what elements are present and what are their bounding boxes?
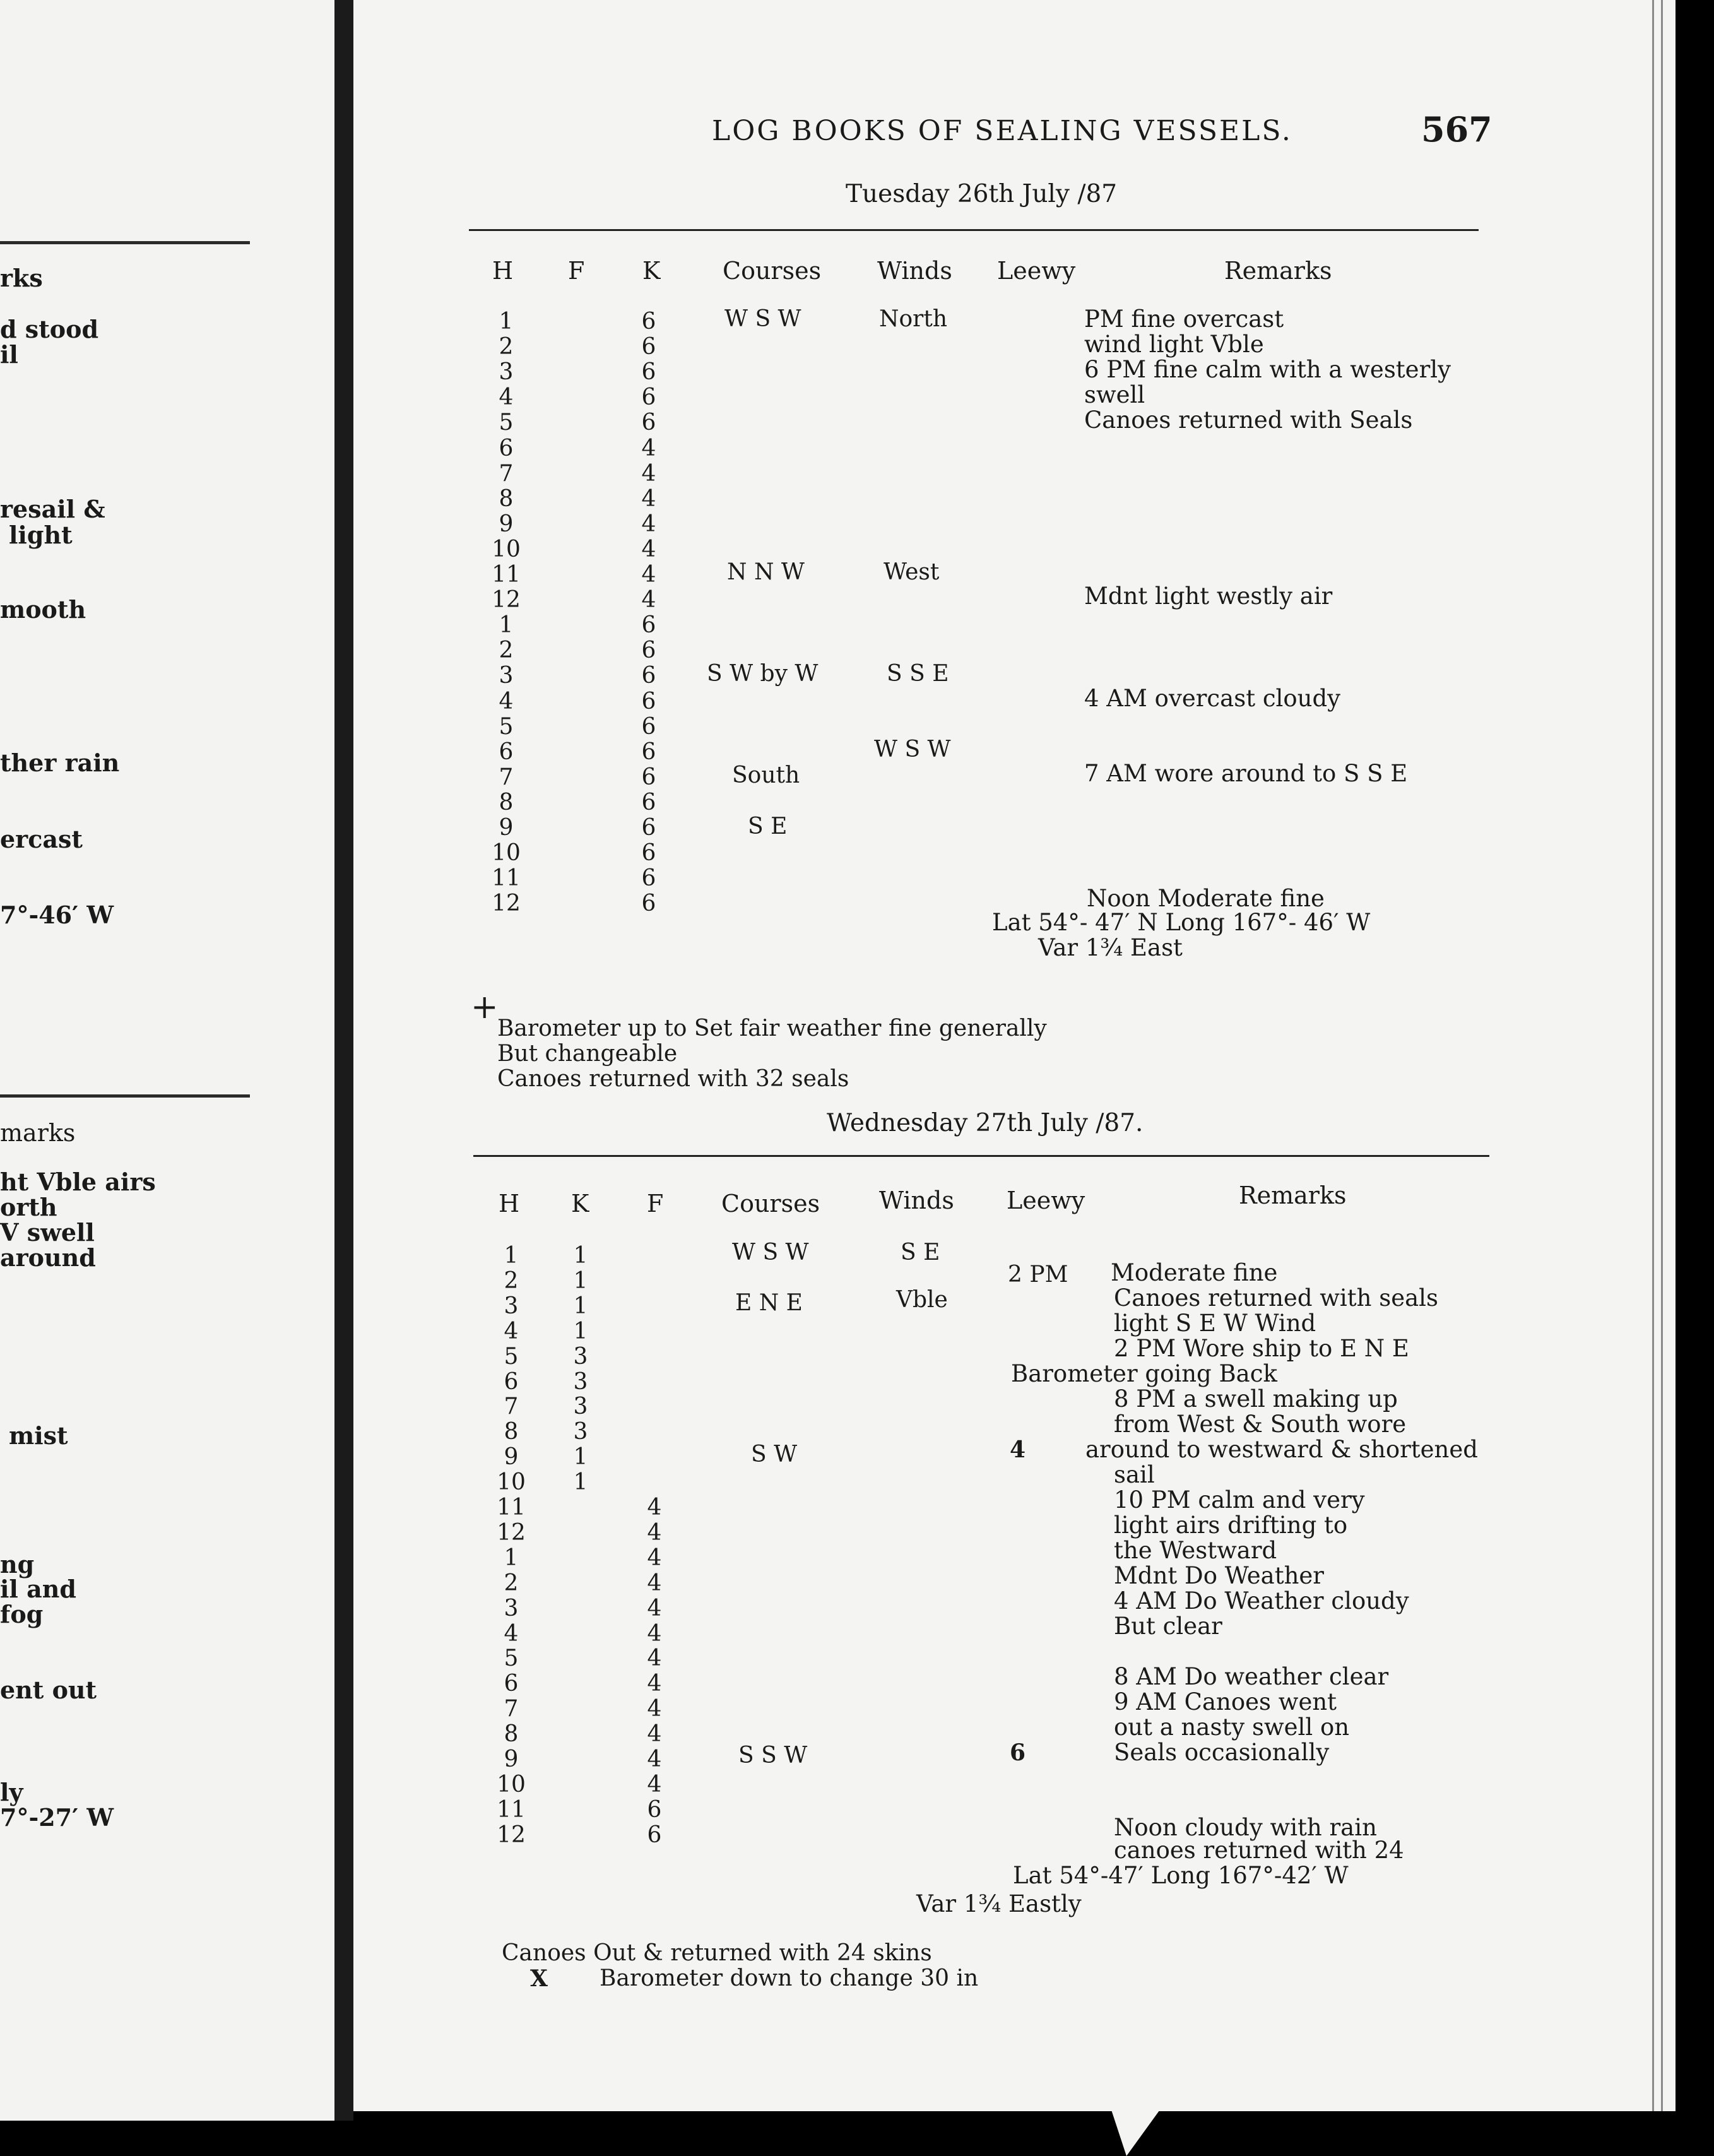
- hour-cell: 10: [497, 1771, 526, 1798]
- knots-cell: 3: [573, 1394, 588, 1420]
- hour-cell: 9: [504, 1746, 519, 1772]
- remark-line: light airs drifting to: [1114, 1512, 1348, 1539]
- remark-line: But clear: [1114, 1613, 1222, 1640]
- hour-cell: 6: [499, 435, 514, 461]
- remark-line: from West & South wore: [1114, 1411, 1407, 1438]
- hour-cell: 1: [499, 309, 514, 335]
- knots-cell: 6: [641, 663, 656, 689]
- column-header: K: [642, 257, 661, 285]
- note-line: Barometer up to Set fair weather fine generally: [497, 1016, 1047, 1041]
- note-line: But changeable: [497, 1041, 678, 1067]
- hour-cell: 7: [504, 1394, 519, 1420]
- remark-line: Mdnt light westly air: [1084, 583, 1333, 610]
- hour-cell: 10: [492, 840, 521, 867]
- remark-line: Noon Moderate fine: [1087, 885, 1325, 912]
- remark-line: Barometer going Back: [1011, 1360, 1277, 1387]
- remark-line: Seals occasionally: [1114, 1739, 1330, 1766]
- left-text: ercast: [0, 825, 83, 853]
- fathoms-cell: 4: [647, 1696, 662, 1722]
- knots-cell: 4: [641, 562, 656, 588]
- left-text: mooth: [0, 595, 86, 624]
- hour-cell: 2: [499, 637, 514, 664]
- column-header: Leewy: [1007, 1187, 1085, 1214]
- knots-cell: 4: [641, 511, 656, 537]
- wind-entry: North: [879, 306, 948, 332]
- course-entry: E N E: [735, 1290, 803, 1316]
- left-text: ther rain: [0, 749, 120, 777]
- knots-cell: 4: [641, 485, 656, 512]
- course-entry: S S W: [738, 1743, 808, 1768]
- knots-cell: 6: [641, 891, 656, 917]
- remark-line: 8 PM a swell making up: [1114, 1385, 1398, 1413]
- column-header: Winds: [877, 257, 952, 285]
- hour-cell: 3: [499, 359, 514, 386]
- left-text: ly: [0, 1778, 23, 1806]
- remark-line: Noon cloudy with rain: [1114, 1814, 1377, 1841]
- page-edge-line: [1652, 0, 1654, 2111]
- course-entry: S W: [751, 1442, 798, 1467]
- running-head: LOG BOOKS OF SEALING VESSELS.: [712, 115, 1292, 147]
- hour-cell: 9: [504, 1444, 519, 1471]
- left-text: il: [0, 340, 18, 369]
- column-header: Courses: [723, 257, 822, 285]
- left-text: ent out: [0, 1676, 97, 1704]
- left-text: resail &: [0, 495, 105, 523]
- hour-cell: 5: [499, 410, 514, 436]
- table-rule: [469, 229, 1479, 231]
- wind-entry: Vble: [896, 1287, 948, 1313]
- hour-cell: 3: [504, 1595, 519, 1621]
- wind-entry: S S E: [887, 661, 949, 687]
- knots-cell: 6: [641, 688, 656, 714]
- course-entry: W S W: [724, 306, 801, 332]
- hour-cell: 7: [504, 1696, 519, 1722]
- hour-cell: 3: [499, 663, 514, 689]
- hour-cell: 12: [497, 1519, 526, 1546]
- column-header: Courses: [721, 1190, 820, 1217]
- column-header: Leewy: [997, 257, 1076, 285]
- knots-cell: 6: [641, 612, 656, 639]
- knots-cell: 1: [573, 1243, 588, 1269]
- remark-line: 6 PM fine calm with a westerly: [1084, 356, 1451, 383]
- fathoms-cell: 4: [647, 1570, 662, 1596]
- knots-cell: 6: [641, 359, 656, 386]
- course-entry: South: [732, 762, 800, 788]
- remark-line: canoes returned with 24: [1114, 1837, 1404, 1864]
- book-gutter: [334, 0, 353, 2121]
- course-entry: S W by W: [707, 661, 819, 687]
- knots-cell: 1: [573, 1267, 588, 1294]
- hour-cell: 9: [499, 815, 514, 841]
- hour-cell: 8: [504, 1419, 519, 1445]
- column-header: K: [571, 1190, 589, 1217]
- knots-cell: 6: [641, 738, 656, 765]
- hour-cell: 4: [504, 1620, 519, 1647]
- paper-fold: [1111, 2108, 1161, 2156]
- left-rule-top: [0, 241, 250, 244]
- left-text: marks: [0, 1119, 76, 1147]
- hour-cell: 1: [499, 612, 514, 639]
- hour-cell: 8: [504, 1721, 519, 1748]
- course-entry: S E: [748, 814, 788, 839]
- knots-cell: 6: [641, 865, 656, 892]
- left-text: ht Vble airs: [0, 1168, 156, 1196]
- left-text: rks: [0, 264, 43, 292]
- hour-cell: 11: [497, 1495, 526, 1520]
- left-text: light: [9, 521, 73, 549]
- remark-line: 10 PM calm and very: [1114, 1486, 1365, 1513]
- fathoms-cell: 4: [647, 1595, 662, 1621]
- column-header: H: [492, 257, 514, 285]
- hour-cell: 10: [497, 1469, 526, 1496]
- column-header: H: [499, 1190, 520, 1217]
- noon-position: Lat 54°- 47′ N Long 167°- 46′ W: [992, 909, 1371, 936]
- hour-cell: 1: [504, 1243, 519, 1269]
- column-header: Winds: [879, 1187, 954, 1214]
- fathoms-cell: 4: [647, 1721, 662, 1748]
- knots-cell: 6: [641, 384, 656, 411]
- hour-cell: 4: [499, 688, 514, 714]
- page-number: 567: [1421, 109, 1492, 150]
- hour-cell: 2: [499, 334, 514, 360]
- knots-cell: 6: [641, 713, 656, 740]
- remark-line: wind light Vble: [1084, 331, 1264, 358]
- remark-line: 8 AM Do weather clear: [1114, 1663, 1389, 1690]
- left-rule-middle: [0, 1094, 250, 1098]
- hour-cell: 4: [499, 384, 514, 411]
- variation: Var 1¾ East: [1038, 934, 1183, 961]
- fathoms-cell: 4: [647, 1746, 662, 1772]
- left-text: il and: [0, 1575, 76, 1603]
- remark-line: 7 AM wore around to S S E: [1084, 760, 1408, 787]
- wind-entry: West: [884, 559, 940, 585]
- leeway-entry: 4: [1010, 1436, 1026, 1463]
- hour-cell: 4: [504, 1318, 519, 1344]
- remark-line: 9 AM Canoes went: [1114, 1688, 1337, 1715]
- knots-cell: 1: [573, 1469, 588, 1496]
- remark-line: 2 PM Wore ship to E N E: [1114, 1335, 1409, 1362]
- knots-cell: 4: [641, 435, 656, 461]
- hour-cell: 8: [499, 789, 514, 815]
- hour-cell: 10: [492, 536, 521, 562]
- log-date: Tuesday 26th July /87: [846, 180, 1118, 208]
- knots-cell: 6: [641, 789, 656, 815]
- fathoms-cell: 6: [647, 1821, 662, 1848]
- fathoms-cell: 6: [647, 1796, 662, 1823]
- hour-cell: 6: [504, 1368, 519, 1395]
- hour-cell: 6: [504, 1671, 519, 1697]
- knots-cell: 6: [641, 840, 656, 867]
- hour-cell: 1: [504, 1544, 519, 1571]
- left-text: around: [0, 1243, 96, 1272]
- knots-cell: 6: [641, 815, 656, 841]
- hour-cell: 11: [497, 1796, 526, 1823]
- page-edge: [1676, 0, 1714, 2156]
- hour-cell: 5: [499, 713, 514, 740]
- hour-cell: 11: [492, 562, 521, 588]
- remark-line: 4 AM overcast cloudy: [1084, 685, 1341, 712]
- remark-line: around to westward & shortened: [1085, 1436, 1478, 1463]
- hour-cell: 3: [504, 1293, 519, 1319]
- left-text: orth: [0, 1193, 57, 1221]
- variation: Var 1¾ Eastly: [916, 1890, 1082, 1917]
- remark-line: the Westward: [1114, 1537, 1277, 1564]
- course-entry: W S W: [732, 1240, 809, 1265]
- fathoms-cell: 4: [647, 1671, 662, 1697]
- remark-line: Canoes returned with seals: [1114, 1284, 1438, 1312]
- left-text: 7°-46′ W: [0, 901, 114, 929]
- note-mark: X: [530, 1965, 548, 1992]
- knots-cell: 3: [573, 1343, 588, 1370]
- knots-cell: 1: [573, 1444, 588, 1471]
- knots-cell: 1: [573, 1318, 588, 1344]
- leeway-entry: 2 PM: [1008, 1262, 1068, 1288]
- left-text: d stood: [0, 315, 99, 343]
- knots-cell: 6: [641, 309, 656, 335]
- remark-line: Mdnt Do Weather: [1114, 1562, 1324, 1589]
- knots-cell: 4: [641, 536, 656, 562]
- remark-line: out a nasty swell on: [1114, 1714, 1350, 1741]
- knots-cell: 6: [641, 334, 656, 360]
- hour-cell: 7: [499, 460, 514, 487]
- hour-cell: 12: [492, 891, 521, 917]
- remark-line: Moderate fine: [1111, 1259, 1278, 1286]
- hour-cell: 5: [504, 1645, 519, 1672]
- knots-cell: 4: [641, 460, 656, 487]
- knots-cell: 3: [573, 1419, 588, 1445]
- note-line: Canoes Out & returned with 24 skins: [502, 1940, 932, 1966]
- hour-cell: 7: [499, 764, 514, 790]
- wind-entry: W S W: [874, 737, 951, 762]
- fathoms-cell: 4: [647, 1771, 662, 1798]
- note-line: Barometer down to change 30 in: [600, 1965, 979, 1991]
- note-mark: +: [471, 988, 499, 1026]
- remark-line: light S E W Wind: [1114, 1310, 1316, 1337]
- left-text: ng: [0, 1550, 35, 1578]
- page-edge-line: [1661, 0, 1663, 2111]
- hour-cell: 2: [504, 1267, 519, 1294]
- leeway-entry: 6: [1010, 1739, 1026, 1766]
- left-text: mist: [9, 1421, 68, 1450]
- knots-cell: 6: [641, 410, 656, 436]
- knots-cell: 1: [573, 1293, 588, 1319]
- hour-cell: 6: [499, 738, 514, 765]
- remark-line: Canoes returned with Seals: [1084, 406, 1413, 434]
- knots-cell: 4: [641, 587, 656, 613]
- fathoms-cell: 4: [647, 1495, 662, 1520]
- hour-cell: 12: [492, 587, 521, 613]
- facing-page-fragment: [0, 0, 334, 2121]
- fathoms-cell: 4: [647, 1620, 662, 1647]
- knots-cell: 6: [641, 637, 656, 664]
- fathoms-cell: 4: [647, 1519, 662, 1546]
- remark-line: swell: [1084, 381, 1145, 408]
- hour-cell: 11: [492, 865, 521, 892]
- remark-line: 4 AM Do Weather cloudy: [1114, 1587, 1409, 1614]
- hour-cell: 5: [504, 1343, 519, 1370]
- column-header: F: [647, 1190, 664, 1217]
- left-text: 7°-27′ W: [0, 1803, 114, 1832]
- course-entry: N N W: [727, 559, 805, 585]
- remark-line: sail: [1114, 1461, 1155, 1488]
- noon-position: Lat 54°-47′ Long 167°-42′ W: [1013, 1862, 1349, 1889]
- fathoms-cell: 4: [647, 1645, 662, 1672]
- knots-cell: 3: [573, 1368, 588, 1395]
- wind-entry: S E: [901, 1240, 940, 1265]
- column-header: Remarks: [1239, 1182, 1347, 1209]
- column-header: Remarks: [1224, 257, 1332, 285]
- note-line: Canoes returned with 32 seals: [497, 1066, 849, 1092]
- left-text: fog: [0, 1600, 44, 1628]
- remark-line: PM fine overcast: [1084, 305, 1284, 333]
- table-rule: [473, 1155, 1489, 1157]
- hour-cell: 9: [499, 511, 514, 537]
- hour-cell: 2: [504, 1570, 519, 1596]
- fathoms-cell: 4: [647, 1544, 662, 1571]
- log-date: Wednesday 27th July /87.: [827, 1109, 1144, 1137]
- column-header: F: [568, 257, 585, 285]
- hour-cell: 8: [499, 485, 514, 512]
- hour-cell: 12: [497, 1821, 526, 1848]
- knots-cell: 6: [641, 764, 656, 790]
- left-text: V swell: [0, 1218, 95, 1247]
